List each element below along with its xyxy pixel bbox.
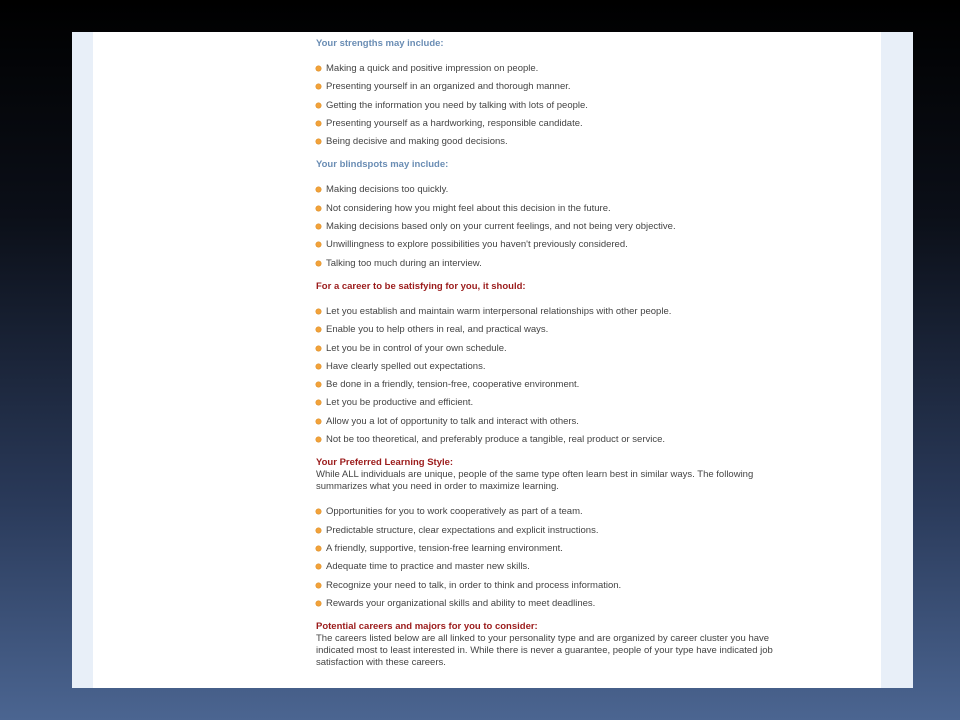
bullet-icon <box>316 546 321 551</box>
bullet-icon <box>316 84 321 89</box>
learning-heading: Your Preferred Learning Style: <box>316 457 454 469</box>
list-item-text: Making decisions too quickly. <box>326 184 449 196</box>
bullet-icon <box>316 564 321 569</box>
bullet-icon <box>316 103 321 108</box>
bullet-icon <box>316 583 321 588</box>
list-item <box>316 561 786 579</box>
report-text <box>316 38 786 669</box>
list-item-text: A friendly, supportive, tension-free learning environment. <box>326 542 563 554</box>
list-item <box>316 525 786 543</box>
list-item <box>316 81 786 99</box>
list-item-text: Allow you a lot of opportunity to talk and interact with others. <box>326 415 579 427</box>
list-item <box>316 221 786 239</box>
list-item-text: Let you establish and maintain warm interpersonal relationships with other people. <box>326 305 672 317</box>
bullet-icon <box>316 206 321 211</box>
bullet-icon <box>316 261 321 266</box>
strengths-list <box>316 63 786 154</box>
bullet-icon <box>316 419 321 424</box>
list-item <box>316 543 786 561</box>
list-item <box>316 136 786 154</box>
bullet-icon <box>316 528 321 533</box>
list-item-text: Unwillingness to explore possibilities you haven't previously considered. <box>326 239 628 251</box>
learning-intro: While ALL individuals are unique, people of the same type often learn best in similar ways. The following summarizes what you need in order to maximize learning. <box>316 469 754 493</box>
bullet-icon <box>316 309 321 314</box>
list-item-text: Recognize your need to talk, in order to think and process information. <box>326 579 622 591</box>
list-item-text: Rewards your organizational skills and ability to meet deadlines. <box>326 597 596 609</box>
career-heading: For a career to be satisfying for you, it should: <box>316 280 526 292</box>
list-item-text: Adequate time to practice and master new skills. <box>326 561 530 573</box>
list-item <box>316 118 786 136</box>
potential-intro: The careers listed below are all linked to your personality type and are organized by career cluster you have indicated most to least interested in. While there is never a guarantee, people of your type have indicated job satisfaction with these careers. <box>316 633 773 669</box>
list-item <box>316 184 786 202</box>
career-list <box>316 306 786 452</box>
list-item-text: Let you be productive and efficient. <box>326 397 474 409</box>
bullet-icon <box>316 187 321 192</box>
list-item-text: Talking too much during an interview. <box>326 257 482 269</box>
bullet-icon <box>316 121 321 126</box>
bullet-icon <box>316 346 321 351</box>
list-item-text: Not considering how you might feel about this decision in the future. <box>326 202 611 214</box>
list-item-text: Making a quick and positive impression on people. <box>326 63 539 74</box>
list-item-text: Not be too theoretical, and preferably produce a tangible, real product or service. <box>326 434 666 446</box>
list-item <box>316 397 786 415</box>
bullet-icon <box>316 601 321 606</box>
list-item <box>316 361 786 379</box>
list-item <box>316 343 786 361</box>
potential-heading: Potential careers and majors for you to consider: <box>316 621 538 633</box>
blindspots-heading: Your blindspots may include: <box>316 159 449 171</box>
bullet-icon <box>316 400 321 405</box>
list-item-text: Presenting yourself in an organized and thorough manner. <box>326 81 571 93</box>
list-item <box>316 379 786 397</box>
list-item-text: Let you be in control of your own schedule. <box>326 342 507 354</box>
bullet-icon <box>316 509 321 514</box>
blindspots-list <box>316 184 786 275</box>
bullet-icon <box>316 327 321 332</box>
list-item <box>316 434 786 452</box>
bullet-icon <box>316 66 321 71</box>
bullet-icon <box>316 242 321 247</box>
list-item-text: Presenting yourself as a hardworking, responsible candidate. <box>326 117 583 129</box>
list-item-text: Making decisions based only on your current feelings, and not being very objective. <box>326 221 676 233</box>
list-item-text: Getting the information you need by talking with lots of people. <box>326 99 588 111</box>
list-item <box>316 416 786 434</box>
bullet-icon <box>316 224 321 229</box>
list-item <box>316 203 786 221</box>
list-item-text: Predictable structure, clear expectations and explicit instructions. <box>326 524 599 536</box>
list-item <box>316 63 786 81</box>
list-item-text: Being decisive and making good decisions. <box>326 136 508 148</box>
list-item <box>316 239 786 257</box>
bullet-icon <box>316 382 321 387</box>
list-item-text: Opportunities for you to work cooperatively as part of a team. <box>326 506 583 518</box>
bullet-icon <box>316 364 321 369</box>
content-panel <box>93 32 881 688</box>
learning-list <box>316 506 786 616</box>
bullet-icon <box>316 437 321 442</box>
list-item <box>316 580 786 598</box>
list-item <box>316 506 786 524</box>
list-item <box>316 598 786 616</box>
slide-frame <box>72 32 913 688</box>
list-item <box>316 100 786 118</box>
list-item-text: Have clearly spelled out expectations. <box>326 360 486 372</box>
list-item <box>316 324 786 342</box>
list-item-text: Be done in a friendly, tension-free, cooperative environment. <box>326 379 580 391</box>
list-item <box>316 258 786 276</box>
list-item <box>316 306 786 324</box>
strengths-heading: Your strengths may include: <box>316 38 444 49</box>
list-item-text: Enable you to help others in real, and practical ways. <box>326 324 549 336</box>
bullet-icon <box>316 139 321 144</box>
